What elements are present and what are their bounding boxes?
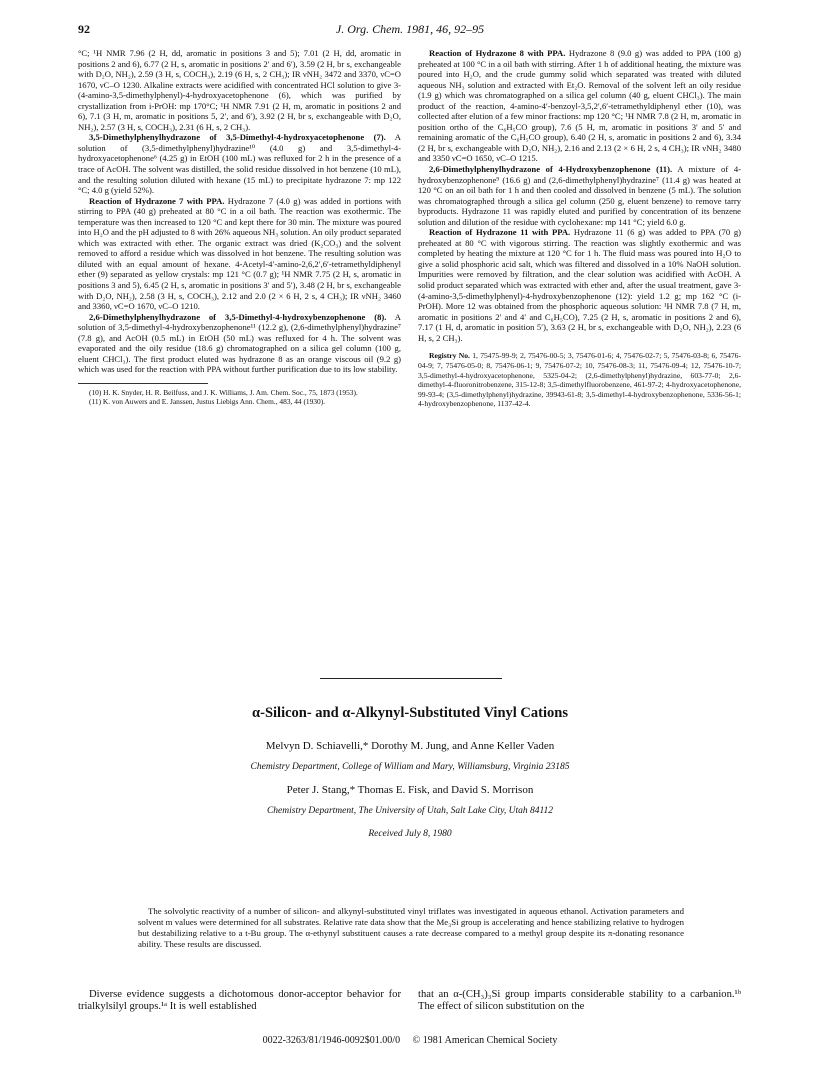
paragraph-body: A mixture of 4-hydroxybenzophenone⁹ (16.6 g) and (2,6-dimethylphenyl)hydrazine⁷ (11.4 g) was heated at 120 °C on an oil bath for 1 h and then cooled and dissolved in benzene (5 mL). The solution was chromatographed through a silica gel column (250 g, eluent benzene) to remove tarry byproducts. Hydrazone 11 was rapidly eluted and purified by concentration of its benzene solution and dilution of the residue with cyclohexane: mp 141 °C; yield 6.0 g.	[418, 164, 741, 227]
page-header	[78, 22, 742, 38]
registry-body: 1, 75475-99-9; 2, 75476-00-5; 3, 75476-01-6; 4, 75476-02-7; 5, 75476-03-8; 6, 75476-04-9; 7, 75476-05-0; 8, 75476-06-1; 9, 75476-07-2; 10, 75476-08-3; 11, 75476-09-4; 12, 75476-10-7; 3,5-dimethyl-4-hydroxyacetophenone, 5325-04-2; (2,6-dimethylphenyl)hydrazine, 603-77-0; 2,6-dimethyl-4-fluoronitrobenzene, 315-12-8; 3,5-dimethylfluorobenzene, 461-97-2; 4-hydroxyacetophenone, 99-93-4; (3,5-dimethylphenyl)hydrazine, 39943-61-8; 3,5-dimethyl-4-hydroxybenzophenone, 5336-56-1; 4-hydroxybenzophenone, 1137-42-4.	[418, 351, 741, 409]
copyright: © 1981 American Chemical Society	[412, 1035, 558, 1046]
abstract: The solvolytic reactivity of a number of silicon- and alkynyl-substituted vinyl triflates was investigated in aqueous ethanol. Activation parameters and solvent m values were determined for all substrates. Relative rate data show that the Me₃Si group is accelerating and hence stabilizing relative to hydrogen but destabilizing relative to a t-Bu group. The α-ethynyl substituent causes a rate decrease compared to a methyl group despite its π-donating resonance ability. These results are discussed.	[138, 906, 684, 949]
article-code: 0022-3263/81/1946-0092$01.00/0	[262, 1035, 401, 1046]
left-column	[78, 48, 401, 406]
authors-group-1: Melvyn D. Schiavelli,* Dorothy M. Jung, and Anne Keller Vaden	[265, 740, 555, 752]
received-date: Received July 8, 1980	[368, 829, 452, 839]
paragraph-heading: Reaction of Hydrazone 8 with PPA.	[429, 48, 566, 58]
footnote: (11) K. von Auwers and E. Janssen, Justus Liebigs Ann. Chem., 483, 44 (1930).	[89, 396, 326, 406]
registry-heading: Registry No.	[429, 351, 470, 361]
affiliation-1: Chemistry Department, College of William and Mary, Williamsburg, Virginia 23185	[250, 762, 570, 772]
paragraph	[418, 227, 741, 343]
journal-citation: J. Org. Chem. 1981, 46, 92–95	[335, 22, 485, 36]
authors-group-2: Peter J. Stang,* Thomas E. Fisk, and David S. Morrison	[286, 784, 534, 796]
paragraph-heading: Reaction of Hydrazone 7 with PPA.	[89, 195, 225, 206]
paragraph-heading: 2,6-Dimethylphenylhydrazone of 4-Hydroxybenzophenone (11).	[429, 164, 673, 175]
paragraph	[78, 132, 401, 195]
paragraph	[78, 196, 401, 312]
paragraph-body: A solution of 3,5-dimethyl-4-hydroxybenzophenone¹¹ (12.2 g), (2,6-dimethylphenyl)hydrazine⁷ (7.8 g), and AcOH (0.5 mL) in EtOH (50 mL) was refluxed for 4 h. The solvent was evaporated and the oily residue (18.6 g) chromatographed on a silica gel column (100 g, eluent CHCl₃). The first product eluted was hydrazone 8 as an orange viscous oil (9.2 g) which was used for the reaction with PPA without further purification due to its low stability.	[78, 311, 401, 375]
page-footer	[78, 1035, 742, 1046]
registry-numbers	[418, 351, 741, 409]
paragraph-heading: 3,5-Dimethylphenylhydrazone of 3,5-Dimethyl-4-hydroxyacetophenone (7).	[89, 132, 386, 143]
intro-left-column: Diverse evidence suggests a dichotomous donor-acceptor behavior for trialkylsilyl groups.¹ᵃ It is well established	[78, 989, 401, 1013]
paragraph-body: Hydrazone 8 (9.0 g) was added to PPA (100 g) preheated at 100 °C in a oil bath with stirring. After 1 h of additional heating, the mixture was poured into H₂O, and the crude gummy solid which separated was treated with diluted aqueous NH₃ solution and extracted with Et₂O. Removal of the solvent left an oily residue (1.9 g) which was chromatographed on a silica gel column (40 g, eluent CHCl₃). The main product of the reaction, 4-amino-4′-benzoyl-3,5,2′,6′-tetramethyldiphenyl ether (10), was collected after elution of a few minor fractions: mp 120 °C; ¹H NMR 7.8 (2 H, m, aromatic in position ortho of the C₆H₅CO group), 7.6 (5 H, m, aromatic in positions 3′ and 5′ and remaining aromatic of the C₆H₅CO group), 6.40 (2 H, s, aromatic in positions 2 and 6), 3.34 (2 H, br s, exchangeable with D₂O, NH₂), 2.16 and 2.13 (2 × 6 H, 2 s, 4 CH₃); IR νNH₂ 3480 and 3350 νC=O 1650, νC–O 1215.	[418, 48, 741, 164]
section-divider	[320, 678, 502, 679]
article-title: α-Silicon- and α-Alkynyl-Substituted Vinyl Cations	[252, 705, 568, 721]
page-number: 92	[78, 22, 90, 36]
paragraph	[78, 312, 401, 375]
footnote-divider	[78, 383, 208, 384]
footnote: (10) H. K. Snyder, H. R. Beilfuss, and J. K. Williams, J. Am. Chem. Soc., 75, 1873 (1953).	[89, 387, 358, 397]
paragraph	[418, 48, 741, 164]
paragraph	[418, 164, 741, 227]
intro-right-column: that an α-(CH₃)₃Si group imparts considerable stability to a carbanion.¹ᵇ The effect of silicon substitution on the	[418, 989, 741, 1013]
right-column	[418, 48, 741, 409]
paragraph-body: A solution of (3,5-dimethylphenyl)hydrazine¹⁰ (4.0 g) and 3,5-dimethyl-4-hydroxyacetophenone⁶ (4.25 g) in EtOH (100 mL) was refluxed for 2 h in the presence of a trace of AcOH. The solvent was distilled, the solid residue dissolved in hot benzene (10 mL), and the resulting solution diluted with hexane (15 mL) to precipitate hydrazone 7: mp 122 °C; 4.0 g (yield 52%).	[78, 132, 401, 196]
affiliation-2: Chemistry Department, The University of Utah, Salt Lake City, Utah 84112	[266, 806, 554, 816]
paragraph-body: Hydrazone 7 (4.0 g) was added in portions with stirring to PPA (40 g) preheated at 80 °C in a oil bath. The reaction was exothermic. The temperature was then increased to 120 °C and kept there for 30 min. The mixture was poured into H₂O and the pH adjusted to 8 with 26% aqueous NH₃ solution. An oily product separated which was extracted with ether. The organic extract was dried (K₂CO₃) and the solvent removed to afford a residue which was dissolved in hot benzene. The resulting solution was diluted with an equal amount of hexane. 4-Acetyl-4′-amino-2,6,2′,6′-tetramethyldiphenyl ether (9) separated as yellow crystals: mp 121 °C (0.7 g); ¹H NMR 7.75 (2 H, s, aromatic in positions 3 and 5), 6.45 (2 H, s, aromatic in positions 3′ and 5′), 3.48 (2 H, br s, exchangeable with D₂O, NH₂), 2.58 (3 H, s, COCH₃), 2.12 and 2.0 (2 × 6 H, 2 s, 4 CH₃); IR νNH₂ 3460 and 3360, νC=O 1670, νC–O 1210.	[78, 195, 401, 312]
paragraph-body: Hydrazone 11 (6 g) was added to PPA (70 g) preheated at 80 °C with vigorous stirring. The reaction was slightly exothermic and was completed by heating the mixture at 120 °C for 1 h. The fluid mass was poured into H₂O to give a solid phosphoric acid salt, which was filtered and dissolved in a 10% NaOH solution. Impurities were removed by filtration, and the clear solution was acidified with AcOH. A solid product separated which was extracted with ether and, after the usual treatment, gave 3-(4-amino-3,5-dimethylphenyl)-4-hydroxybenzophenone (12): yield 1.2 g; mp 162 °C (i-PrOH). More 12 was obtained from the phosphoric aqueous solution: ¹H NMR 7.8 (7 H, m, aromatic in positions 2′ and 4′ and C₆H₅CO), 7.25 (2 H, s, aromatic in positions 2 and 6), 7.17 (1 H, d, aromatic in position 5′), 3.63 (2 H, br s, exchangeable with D₂O, NH₂), 2.23 (6 H, s, 2 CH₃).	[418, 227, 741, 343]
paragraph-heading: Reaction of Hydrazone 11 with PPA.	[429, 227, 571, 238]
paragraph: °C; ¹H NMR 7.96 (2 H, dd, aromatic in positions 3 and 5); 7.01 (2 H, dd, aromatic in positions 2 and 6), 6.77 (2 H, s, aromatic in positions 2′ and 6′), 3.59 (2 H, br s, exchangeable with D₂O, NH₂), 2.59 (3 H, s, COCH₃), 2.19 (6 H, s, 2 CH₃); IR νNH₂ 3472 and 3370, νC=O 1670, νC–O 1230. Alkaline extracts were acidified with concentrated HCl solution to give 3-(4-amino-3,5-dimethylphenyl)-4-hydroxyacetophenone (6), which was purified by crystallization from i-PrOH: mp 170°C; ¹H NMR 7.91 (2 H, m, aromatic in positions 2 and 6), 7.1 (3 H, m, aromatic in positions 5, 2′, and 6′), 3.92 (2 H, br s, exchangeable with D₂O, NH₂), 2.57 (3 H, s, COCH₃), 2.31 (6 H, s, 2 CH₃).	[78, 48, 401, 132]
paragraph-heading: 2,6-Dimethylphenylhydrazone of 3,5-Dimethyl-4-hydroxybenzophenone (8).	[89, 311, 387, 322]
